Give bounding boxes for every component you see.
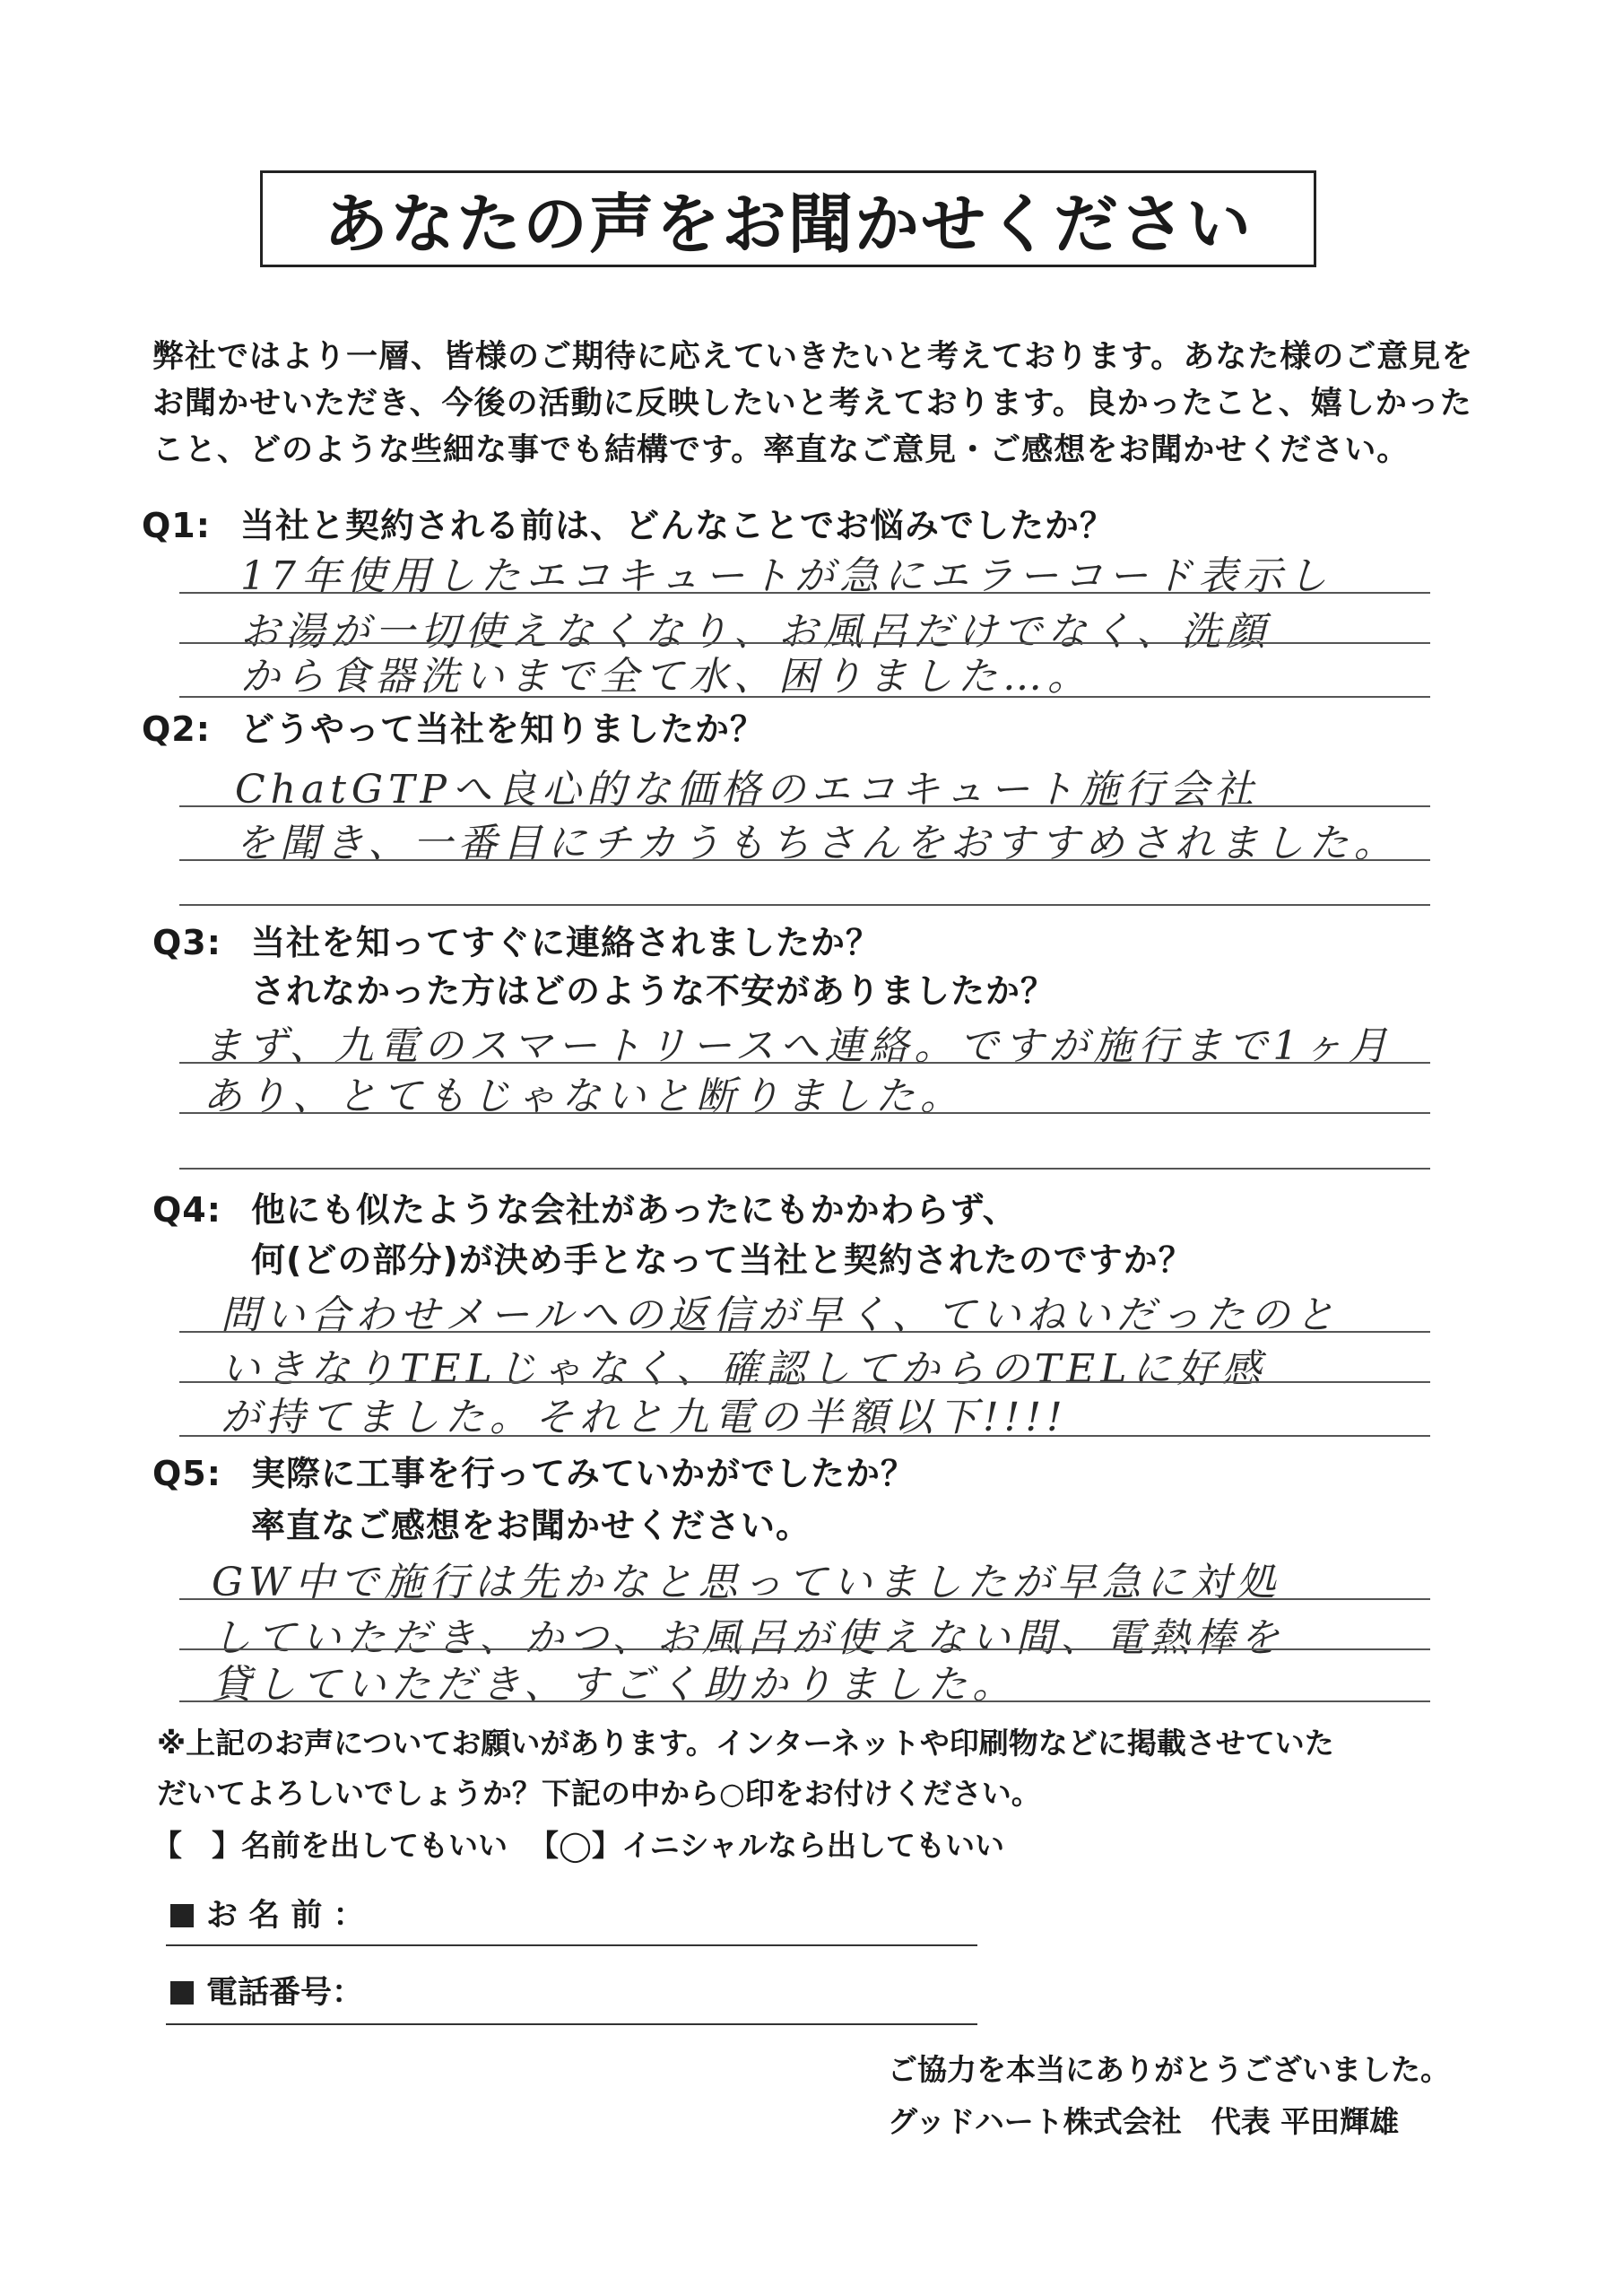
intro-line: 弊社ではより一層、皆様のご期待に応えていきたいと考えております。あなた様のご意見を [152, 339, 1474, 375]
question-number: Q2: [142, 709, 211, 749]
answer-rule [179, 1700, 1430, 1702]
name-input-line[interactable] [166, 1944, 977, 1946]
answer-rule [179, 1331, 1430, 1333]
question-5 [152, 1446, 916, 1495]
q4-answer-line-3: が持てました。それと九電の半額以下!!!! [221, 1395, 1068, 1440]
intro-line: お聞かせいただき、今後の活動に反映したいと考えております。良かったこと、嬉しかった [152, 386, 1472, 422]
q4-answer-line-2: いきなりTELじゃなく、確認してからのTELに好感 [221, 1346, 1267, 1392]
answer-rule [179, 1062, 1430, 1064]
q3-answer-line-2: あり、とてもじゃないと断りました。 [203, 1074, 965, 1119]
question-5-line-2: 率直なご感想をお聞かせください。 [251, 1506, 812, 1545]
name-field-label [170, 1891, 365, 1935]
answer-rule [179, 1598, 1430, 1600]
option-label: イニシャルなら出してもいい [621, 1828, 1004, 1863]
answer-rule [179, 1648, 1430, 1650]
answer-rule [179, 805, 1430, 807]
q3-answer-line-1: まず、九電のスマートリースへ連絡。ですが施行まで1ヶ月 [203, 1023, 1393, 1069]
q5-answer-line-1: GW中で施行は先かなと思っていましたが早急に対処 [212, 1560, 1281, 1605]
question-number: Q5: [152, 1454, 221, 1493]
phone-input-line[interactable] [166, 2023, 977, 2025]
question-number: Q1: [142, 506, 211, 545]
consent-option-initial[interactable] [529, 1822, 1004, 1865]
question-4-line-2: 何(どの部分)が決め手となって当社と契約されたのですか？ [251, 1240, 1193, 1280]
name-label-text: お 名 前 ： [206, 1898, 365, 1934]
option-label: 名前を出してもいい [241, 1828, 508, 1863]
answer-rule [179, 1381, 1430, 1383]
q1-answer-line-3: から食器洗いまで全て水、困りました…。 [240, 654, 1092, 700]
q1-answer-line-1: 17年使用したエコキュートが急にエラーコード表示し [240, 553, 1332, 599]
company-signature: グッドハート株式会社 代表 平田輝雄 [888, 2104, 1400, 2139]
consent-option-name[interactable] [152, 1822, 508, 1865]
bullet-square-icon [170, 1981, 194, 2005]
answer-rule [179, 592, 1430, 594]
question-text: 当社と契約される前は、どんなことでお悩みでしたか？ [240, 506, 1115, 545]
thanks-message: ご協力を本当にありがとうございました。 [888, 2052, 1450, 2087]
answer-rule [179, 859, 1430, 861]
q2-answer-line-1: ChatGTPへ良心的な価格のエコキュート施行会社 [235, 767, 1260, 813]
q5-answer-line-3: 貸していただき、すごく助かりました。 [212, 1662, 1018, 1708]
answer-rule [179, 1112, 1430, 1114]
question-text: 他にも似たような会社があったにもかかわらず、 [251, 1190, 1018, 1230]
question-1 [142, 498, 1115, 547]
question-number: Q3: [152, 923, 221, 962]
q2-answer-line-2: を聞き、一番目にチカうもちさんをおすすめされました。 [235, 821, 1399, 866]
option-mark: 【 】 [152, 1828, 241, 1863]
bullet-square-icon [170, 1904, 194, 1927]
intro-line: こと、どのような些細な事でも結構です。率直なご意見・ご感想をお聞かせください。 [152, 432, 1410, 468]
question-text: 当社を知ってすぐに連絡されましたか？ [251, 923, 881, 962]
answer-rule [179, 1435, 1430, 1437]
intro-text [152, 334, 1488, 474]
phone-field-label [170, 1968, 363, 2013]
answer-rule [179, 642, 1430, 644]
phone-label-text: 電話番号： [206, 1975, 364, 2011]
question-number: Q4: [152, 1190, 221, 1230]
answer-rule [179, 904, 1430, 906]
question-text: どうやって当社を知りましたか？ [240, 709, 766, 749]
question-text: 実際に工事を行ってみていかがでしたか？ [251, 1454, 916, 1493]
answer-rule [179, 696, 1430, 698]
question-3 [152, 915, 881, 964]
answer-rule [179, 1168, 1430, 1170]
q4-answer-line-1: 問い合わせメールへの返信が早く、ていねいだったのと [221, 1292, 1341, 1338]
q1-answer-line-2: お湯が一切使えなくなり、お風呂だけでなく、洗顔 [240, 609, 1271, 655]
question-2 [142, 701, 765, 751]
question-4 [152, 1182, 1018, 1231]
consent-note-line: だいてよろしいでしょうか？下記の中から○印をお付けください。 [157, 1776, 1041, 1811]
consent-note-line: ※上記のお声についてお願いがあります。インターネットや印刷物などに掲載させていた [157, 1726, 1334, 1761]
page-title: あなたの声をお聞かせください [260, 170, 1316, 267]
q5-answer-line-2: していただき、かつ、お風呂が使えない間、電熱棒を [212, 1615, 1285, 1661]
question-3-line-2: されなかった方はどのような不安がありましたか？ [251, 971, 1056, 1011]
option-mark: 【◯】 [529, 1828, 621, 1863]
